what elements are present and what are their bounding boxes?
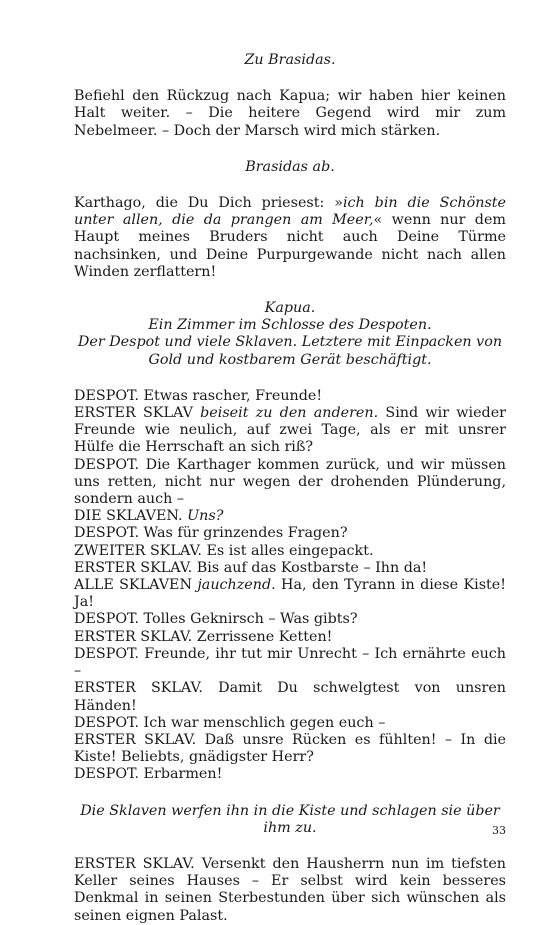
quote-span: ich bin die Schönste unter allen, die da prangen am Meer, [74,195,506,229]
dialogue-line: ERSTER SKLAV. Bis auf das Kostbarste – Ihn da! [74,559,428,576]
dialogue-line: DESPOT. Tolles Geknirsch – Was gibts? [74,611,358,628]
paragraph: ERSTER SKLAV. Versenkt den Hausherrn nun im tiefsten Keller seines Hauses – Er selbst wird kein besseres Denkmal in seinen Sterbestunden über sich wünschen als seinen eignen Palast. [74,855,506,924]
dialogue-line: DESPOT. Was für grinzendes Fragen? [74,525,348,542]
dialogue-line: ERSTER SKLAV. Damit Du schwelgtest von unsren Händen! [74,680,506,714]
speaker: ERSTER SKLAV [74,405,201,422]
stage-direction: Die Sklaven werfen ihn in die Kiste und schlagen sie über ihm zu. [80,802,500,836]
dialogue-line: ERSTER SKLAV. Zerrissene Ketten! [74,628,333,645]
speech: Uns? [187,508,224,525]
speaker: DIE SKLAVEN. [74,508,188,525]
dialogue-line: DESPOT. Etwas rascher, Freunde! [74,387,323,404]
stage-direction: Brasidas ab. [245,158,335,175]
scene-place: Kapua. [264,300,316,317]
paragraph: Befiehl den Rückzug nach Kapua; wir haben hier keinen Halt weiter. – Die heitere Gegend wird mir zum Nebelmeer. – Doch der Marsch wird mich stärken. [74,88,506,139]
text-span: Karthago, die Du Dich priesest: » [74,195,343,212]
stage-note: beiseit zu den anderen. [200,405,379,422]
page-number: 33 [492,824,506,837]
dialogue [74,388,506,784]
dialogue-line: DESPOT. Freunde, ihr tut mir Unrecht – Ich ernährte euch – [74,645,506,680]
dialogue-line: ERSTER SKLAV. Daß unsre Rücken es fühlten! – In die Kiste! Beliebts, gnädigster Herr? [74,731,506,766]
dialogue-line: DESPOT. Erbarmen! [74,766,223,783]
speech: Sind wir wieder Freunde wie neulich, auf zwei Tage, als er mit unsrer Hülfe die Herrschaft an sich riß? [74,405,506,456]
speaker: ALLE SKLAVEN [74,577,198,594]
dialogue-line: DESPOT. Die Karthager kommen zurück, und wir müssen uns retten, nicht nur wegen der drohenden Plünderung, sondern auch – [74,456,506,508]
scene-description: Der Despot und viele Sklaven. Letztere mit Einpacken von Gold und kostbarem Gerät beschäftigt. [77,334,503,368]
paragraph [74,195,506,281]
dialogue-line: ZWEITER SKLAV. Es ist alles eingepackt. [74,542,374,559]
scene-room: Ein Zimmer im Schlosse des Despoten. [148,317,432,334]
dialogue-line [74,577,506,611]
stage-note: jauchzend. [197,577,276,594]
dialogue-line: DESPOT. Ich war menschlich gegen euch – [74,714,386,731]
dialogue-line [74,405,506,457]
stage-direction: Zu Brasidas. [244,52,336,68]
text-span: « wenn nur dem Haupt meines Bruders nicht auch Deine Türme nachsinken, und Deine Purpurgewande nicht nach allen Winden zerflattern! [74,212,506,280]
dialogue-line [74,508,506,525]
speech: Ha, den Tyrann in diese Kiste! Ja! [74,577,506,611]
